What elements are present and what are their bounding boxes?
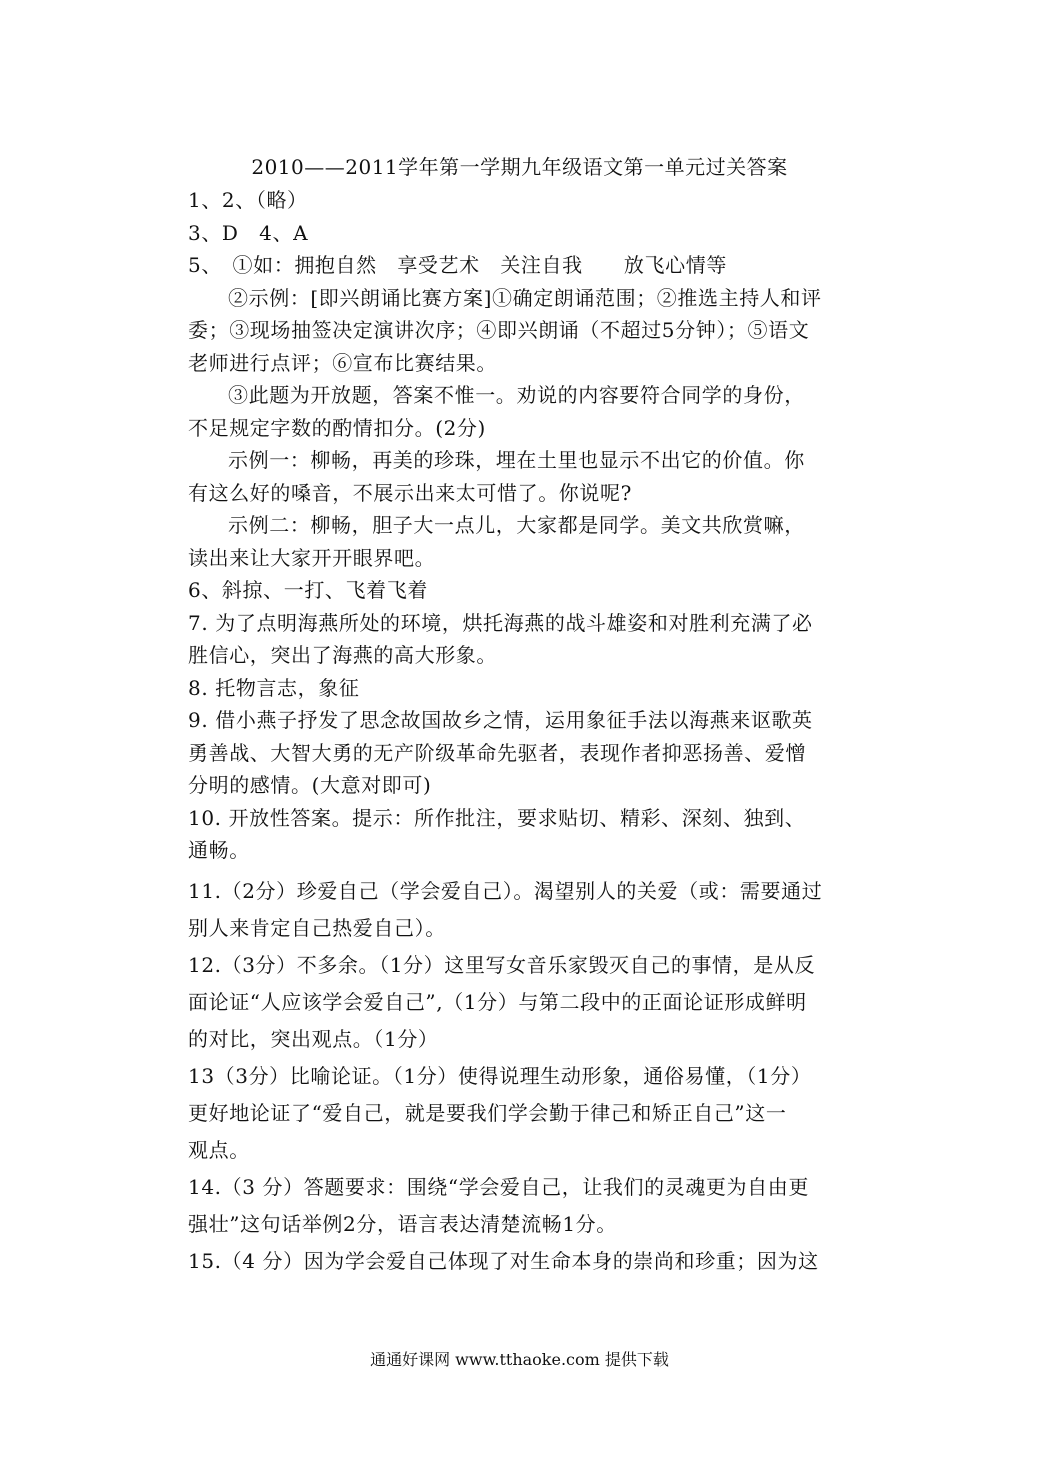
- answer-line: 14.（3 分）答题要求：围绕“学会爱自己，让我们的灵魂更为自由更: [188, 1174, 809, 1199]
- answer-line: 5、 ①如：拥抱自然 享受艺术 关注自我 放飞心情等: [188, 253, 727, 277]
- answer-line: 勇善战、大智大勇的无产阶级革命先驱者，表现作者抑恶扬善、爱憎: [188, 740, 806, 765]
- answer-line: 胜信心，突出了海燕的高大形象。: [188, 643, 497, 667]
- answer-line: 观点。: [188, 1137, 250, 1162]
- answer-line: 1、2、（略）: [188, 188, 308, 212]
- answer-line: 读出来让大家开开眼界吧。: [188, 545, 436, 570]
- answer-line: 老师进行点评；⑥宣布比赛结果。: [188, 350, 497, 375]
- answer-line: 11.（2分）珍爱自己（学会爱自己）。渴望别人的关爱（或：需要通过: [188, 878, 823, 903]
- answer-line: 7. 为了点明海燕所处的环境，烘托海燕的战斗雄姿和对胜利充满了必: [188, 610, 813, 635]
- answer-line: 的对比，突出观点。（1分）: [188, 1026, 439, 1051]
- document-title: 2010——2011学年第一学期九年级语文第一单元过关答案: [251, 155, 788, 179]
- answer-line: 强壮”这句话举例2分，语言表达清楚流畅1分。: [188, 1211, 617, 1236]
- answer-line: 分明的感情。(大意对即可): [188, 773, 432, 797]
- answer-line: 别人来肯定自己热爱自己）。: [188, 915, 446, 940]
- answer-line: 8. 托物言志，象征: [188, 675, 360, 700]
- answer-line: 10. 开放性答案。提示：所作批注，要求贴切、精彩、深刻、独到、: [188, 805, 806, 830]
- answer-line: 3、D 4、A: [188, 220, 309, 245]
- answer-list: [188, 184, 858, 1280]
- page-footer: 通通好课网 www.tthaoke.com 提供下载: [370, 1350, 669, 1369]
- answer-line: 面论证“人应该学会爱自己”,（1分）与第二段中的正面论证形成鲜明: [188, 989, 807, 1014]
- answer-line: 13（3分）比喻论证。（1分）使得说理生动形象，通俗易懂，（1分）: [188, 1063, 812, 1088]
- answer-line: 委；③现场抽签决定演讲次序；④即兴朗诵（不超过5分钟）；⑤语文: [188, 318, 810, 342]
- answer-line: ②示例：[即兴朗诵比赛方案]①确定朗诵范围；②推选主持人和评: [228, 285, 822, 310]
- answer-line: 有这么好的嗓音，不展示出来太可惜了。你说呢?: [188, 480, 632, 505]
- answer-line: 6、斜掠、一打、飞着飞着: [188, 578, 428, 602]
- answer-line: 9. 借小燕子抒发了思念故国故乡之情，运用象征手法以海燕来讴歌英: [188, 708, 813, 732]
- answer-line: 15.（4 分）因为学会爱自己体现了对生命本身的崇尚和珍重；因为这: [188, 1248, 819, 1273]
- answer-line: 通畅。: [188, 838, 250, 862]
- answer-line: 示例一：柳畅，再美的珍珠，埋在土里也显示不出它的价值。你: [228, 448, 805, 472]
- answer-line: 更好地论证了“爱自己，就是要我们学会勤于律己和矫正自己”这一: [188, 1100, 787, 1125]
- answer-line: 12.（3分）不多余。（1分）这里写女音乐家毁灭自己的事情，是从反: [188, 952, 816, 977]
- answer-line: ③此题为开放题，答案不惟一。劝说的内容要符合同学的身份，: [228, 383, 805, 407]
- answer-line: 不足规定字数的酌情扣分。(2分): [188, 415, 486, 440]
- answer-line: 示例二：柳畅，胆子大一点儿，大家都是同学。美文共欣赏嘛，: [228, 513, 805, 537]
